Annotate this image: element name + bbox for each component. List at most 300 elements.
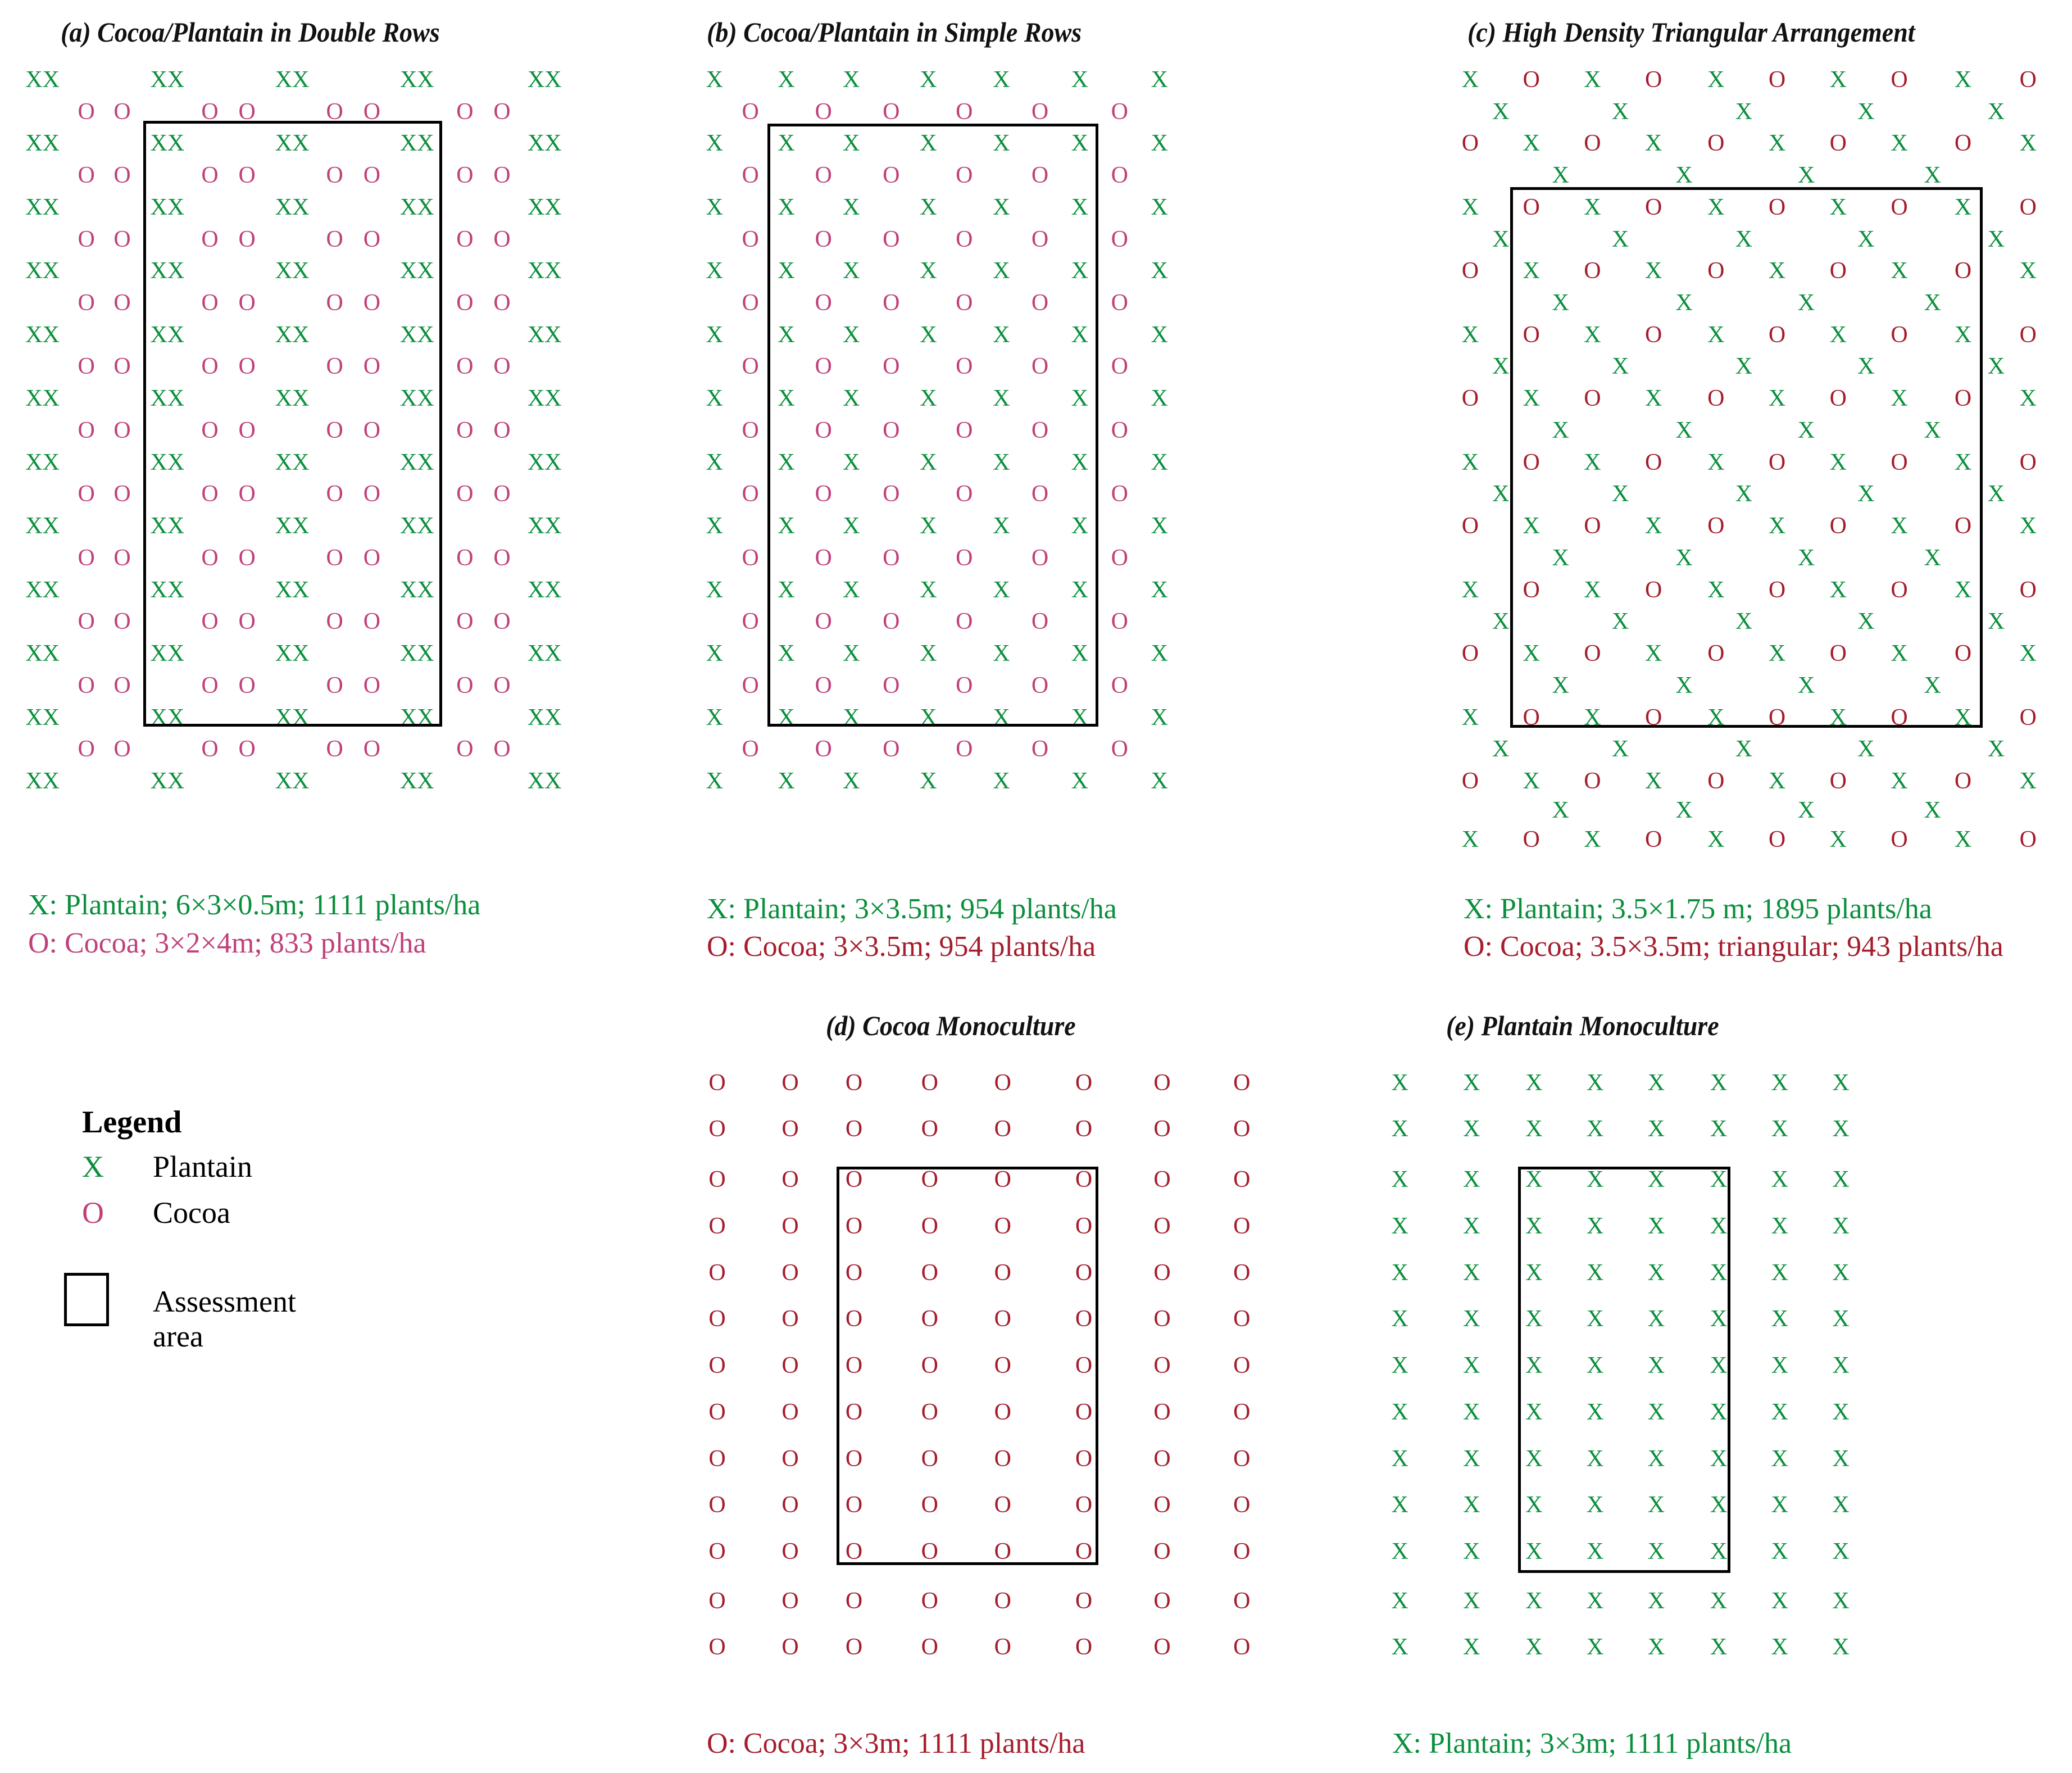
plantain-marker: X	[706, 704, 723, 731]
cocoa-marker: O	[2019, 194, 2037, 220]
plantain-marker: X	[778, 321, 795, 348]
plantain-marker: XX	[150, 130, 185, 157]
plantain-marker: X	[1611, 609, 1629, 635]
cocoa-marker: O	[201, 609, 219, 635]
cocoa-marker: O	[1768, 827, 1786, 853]
plantain-marker: X	[1463, 1116, 1480, 1142]
cocoa-marker: O	[781, 1353, 799, 1379]
cocoa-marker: O	[742, 289, 759, 316]
plantain-marker: XX	[399, 321, 434, 348]
plantain-marker: X	[993, 768, 1010, 795]
plantain-marker: X	[1611, 353, 1629, 380]
cocoa-marker: O	[1891, 449, 1908, 475]
panel-a-title: (a) Cocoa/Plantain in Double Rows	[61, 16, 440, 48]
cocoa-marker: O	[845, 1634, 863, 1661]
cocoa-marker: O	[113, 98, 131, 125]
cocoa-marker: O	[113, 417, 131, 443]
plantain-marker: X	[2019, 641, 2037, 667]
plantain-marker: XX	[527, 321, 562, 348]
plantain-marker: XX	[275, 194, 310, 220]
plantain-marker: X	[1611, 481, 1629, 507]
plantain-marker: XX	[399, 768, 434, 795]
plantain-marker: X	[1071, 641, 1089, 667]
cocoa-marker: O	[1461, 386, 1479, 412]
plantain-marker: X	[1954, 577, 1972, 603]
cocoa-marker: O	[363, 736, 381, 763]
cocoa-marker: O	[708, 1445, 726, 1472]
cocoa-marker: O	[201, 162, 219, 189]
plantain-marker: X	[1987, 481, 2005, 507]
cocoa-marker: O	[1461, 641, 1479, 667]
plantain-marker: X	[920, 449, 937, 475]
plantain-marker: X	[920, 513, 937, 539]
plantain-marker: X	[1675, 545, 1693, 571]
cocoa-marker: O	[1075, 1588, 1093, 1614]
plantain-marker: X	[1832, 1399, 1850, 1425]
plantain-marker: X	[706, 66, 723, 93]
plantain-marker: X	[1071, 66, 1089, 93]
cocoa-marker: O	[113, 353, 131, 380]
plantain-marker: X	[1771, 1259, 1788, 1286]
cocoa-marker: O	[78, 98, 95, 125]
plantain-marker: X	[1710, 1213, 1728, 1239]
assessment-area-box	[1510, 187, 1983, 731]
cocoa-marker: O	[708, 1353, 726, 1379]
plantain-marker: X	[1829, 449, 1847, 475]
cocoa-marker: O	[1645, 66, 1662, 93]
cocoa-marker: O	[78, 736, 95, 763]
plantain-marker: X	[1523, 258, 1540, 284]
plantain-marker: X	[1586, 1213, 1604, 1239]
plantain-marker: X	[1611, 226, 1629, 252]
cocoa-marker: O	[1461, 130, 1479, 157]
cocoa-marker: O	[1954, 386, 1972, 412]
plantain-marker: X	[920, 577, 937, 603]
plantain-marker: X	[920, 768, 937, 795]
cocoa-marker: O	[2019, 577, 2037, 603]
plantain-marker: X	[1954, 449, 1972, 475]
plantain-marker: X	[1525, 1116, 1543, 1142]
plantain-marker: X	[1645, 258, 1662, 284]
cocoa-marker: O	[883, 162, 900, 189]
cocoa-marker: O	[708, 1167, 726, 1193]
plantain-marker: X	[993, 704, 1010, 731]
cocoa-marker: O	[1031, 672, 1049, 699]
cocoa-marker: O	[493, 545, 511, 571]
cocoa-marker: O	[845, 1492, 863, 1518]
plantain-marker: X	[1525, 1306, 1543, 1332]
plantain-marker: X	[2019, 513, 2037, 539]
plantain-marker: X	[706, 641, 723, 667]
plantain-marker: XX	[275, 258, 310, 284]
plantain-marker: X	[1463, 1167, 1480, 1193]
plantain-marker: XX	[275, 768, 310, 795]
plantain-marker: X	[1675, 162, 1693, 189]
plantain-marker: X	[1832, 1116, 1850, 1142]
plantain-marker: X	[1151, 321, 1168, 348]
cocoa-marker: O	[956, 289, 973, 316]
cocoa-marker: O	[363, 98, 381, 125]
cocoa-marker: O	[201, 98, 219, 125]
cocoa-marker: O	[742, 672, 759, 699]
cocoa-marker: O	[493, 736, 511, 763]
cocoa-marker: O	[845, 1353, 863, 1379]
plantain-marker: X	[1924, 672, 1941, 699]
cocoa-marker: O	[113, 289, 131, 316]
cocoa-marker: O	[113, 545, 131, 571]
plantain-marker: XX	[25, 194, 60, 220]
plantain-marker: XX	[399, 258, 434, 284]
cocoa-marker: O	[921, 1116, 938, 1142]
plantain-marker: X	[1829, 827, 1847, 853]
cocoa-marker: O	[238, 672, 256, 699]
plantain-marker: X	[1832, 1588, 1850, 1614]
cocoa-marker: O	[1645, 704, 1662, 731]
cocoa-marker: O	[1233, 1259, 1251, 1286]
plantain-marker: X	[1797, 545, 1815, 571]
plantain-marker: X	[1891, 386, 1908, 412]
plantain-marker: XX	[399, 704, 434, 731]
panel-e-caption-plantain: X: Plantain; 3×3m; 1111 plants/ha	[1392, 1727, 1792, 1760]
plantain-marker: XX	[150, 577, 185, 603]
plantain-marker: X	[1710, 1259, 1728, 1286]
plantain-marker: X	[1463, 1588, 1480, 1614]
plantain-marker: X	[993, 194, 1010, 220]
cocoa-marker: O	[883, 417, 900, 443]
legend-label-plantain: Plantain	[153, 1150, 252, 1183]
plantain-marker: X	[1586, 1539, 1604, 1565]
cocoa-marker: O	[113, 609, 131, 635]
cocoa-marker: O	[1523, 66, 1540, 93]
plantain-marker: X	[1071, 386, 1089, 412]
plantain-marker: X	[1492, 736, 1510, 763]
plantain-marker: X	[1891, 258, 1908, 284]
cocoa-marker: O	[815, 609, 832, 635]
cocoa-marker: O	[201, 672, 219, 699]
cocoa-marker: O	[326, 417, 343, 443]
cocoa-marker: O	[781, 1116, 799, 1142]
plantain-marker: X	[706, 577, 723, 603]
plantain-marker: X	[1710, 1492, 1728, 1518]
cocoa-marker: O	[2019, 66, 2037, 93]
plantain-marker: X	[1924, 545, 1941, 571]
cocoa-marker: O	[493, 609, 511, 635]
cocoa-marker: O	[1031, 162, 1049, 189]
cocoa-marker: O	[845, 1588, 863, 1614]
plantain-marker: X	[1391, 1116, 1408, 1142]
plantain-marker: X	[1771, 1069, 1788, 1096]
cocoa-marker: O	[1075, 1116, 1093, 1142]
cocoa-marker: O	[708, 1259, 726, 1286]
cocoa-marker: O	[1707, 513, 1725, 539]
plantain-marker: X	[843, 386, 860, 412]
cocoa-marker: O	[1111, 417, 1129, 443]
plantain-marker: X	[1645, 513, 1662, 539]
cocoa-marker: O	[1111, 353, 1129, 380]
plantain-marker: X	[1710, 1399, 1728, 1425]
plantain-marker: X	[1857, 481, 1875, 507]
cocoa-marker: O	[845, 1116, 863, 1142]
cocoa-marker: O	[1645, 194, 1662, 220]
cocoa-marker: O	[1768, 577, 1786, 603]
cocoa-marker: O	[1153, 1116, 1171, 1142]
plantain-marker: X	[1071, 513, 1089, 539]
plantain-marker: X	[1525, 1353, 1543, 1379]
cocoa-marker: O	[1233, 1445, 1251, 1472]
plantain-marker: XX	[275, 577, 310, 603]
plantain-marker: XX	[150, 258, 185, 284]
plantain-marker: X	[1586, 1259, 1604, 1286]
cocoa-marker: O	[708, 1492, 726, 1518]
plantain-marker: X	[778, 258, 795, 284]
cocoa-marker: O	[1031, 353, 1049, 380]
plantain-marker: X	[1891, 130, 1908, 157]
cocoa-marker: O	[1031, 226, 1049, 252]
assessment-area-box	[767, 124, 1098, 731]
assessment-area-box	[143, 121, 442, 731]
cocoa-marker: O	[456, 98, 474, 125]
cocoa-marker: O	[456, 609, 474, 635]
cocoa-marker: O	[201, 545, 219, 571]
cocoa-marker: O	[1954, 768, 1972, 795]
cocoa-marker: O	[956, 672, 973, 699]
plantain-marker: X	[1710, 1069, 1728, 1096]
cocoa-marker: O	[326, 481, 343, 507]
cocoa-marker: O	[1111, 162, 1129, 189]
plantain-marker: XX	[25, 641, 60, 667]
plantain-marker: X	[1461, 827, 1479, 853]
plantain-marker: X	[1391, 1634, 1408, 1661]
cocoa-marker: O	[1233, 1492, 1251, 1518]
plantain-marker: XX	[399, 386, 434, 412]
plantain-marker: X	[1707, 66, 1725, 93]
plantain-marker: XX	[527, 704, 562, 731]
cocoa-marker: O	[363, 417, 381, 443]
plantain-marker: X	[1832, 1445, 1850, 1472]
cocoa-marker: O	[815, 226, 832, 252]
plantain-marker: X	[1586, 1399, 1604, 1425]
plantain-marker: X	[1647, 1069, 1665, 1096]
plantain-marker: X	[706, 258, 723, 284]
cocoa-marker: O	[113, 481, 131, 507]
cocoa-marker: O	[238, 481, 256, 507]
plantain-marker: X	[1151, 386, 1168, 412]
cocoa-marker: O	[2019, 827, 2037, 853]
cocoa-marker: O	[883, 353, 900, 380]
cocoa-marker: O	[1233, 1213, 1251, 1239]
plantain-marker: X	[1832, 1353, 1850, 1379]
plantain-marker: X	[1647, 1588, 1665, 1614]
cocoa-marker: O	[1523, 194, 1540, 220]
plantain-marker: X	[1523, 513, 1540, 539]
plantain-marker: X	[1735, 481, 1753, 507]
plantain-marker: X	[1525, 1069, 1543, 1096]
cocoa-marker: O	[326, 162, 343, 189]
cocoa-marker: O	[781, 1213, 799, 1239]
cocoa-marker: O	[994, 1116, 1011, 1142]
cocoa-marker: O	[956, 417, 973, 443]
plantain-marker: X	[1829, 66, 1847, 93]
plantain-marker: X	[1771, 1213, 1788, 1239]
plantain-marker: X	[1771, 1445, 1788, 1472]
cocoa-marker: O	[456, 353, 474, 380]
panel-d-title: (d) Cocoa Monoculture	[826, 1010, 1076, 1041]
plantain-marker: X	[1647, 1259, 1665, 1286]
plantain-marker: X	[843, 513, 860, 539]
legend-title: Legend	[82, 1105, 182, 1140]
cocoa-marker: O	[201, 481, 219, 507]
plantain-marker: XX	[527, 386, 562, 412]
cocoa-marker: O	[1075, 1353, 1093, 1379]
cocoa-o-icon: O	[82, 1196, 104, 1230]
plantain-marker: X	[1829, 577, 1847, 603]
plantain-marker: X	[1710, 1445, 1728, 1472]
plantain-marker: X	[1461, 449, 1479, 475]
plantain-marker: X	[1552, 289, 1569, 316]
cocoa-marker: O	[78, 162, 95, 189]
cocoa-marker: O	[113, 226, 131, 252]
plantain-marker: X	[1586, 1167, 1604, 1193]
plantain-marker: X	[843, 641, 860, 667]
cocoa-marker: O	[201, 353, 219, 380]
cocoa-marker: O	[883, 226, 900, 252]
plantain-marker: X	[1151, 194, 1168, 220]
plantain-marker: X	[1707, 321, 1725, 348]
cocoa-marker: O	[1707, 258, 1725, 284]
cocoa-marker: O	[994, 1399, 1011, 1425]
plantain-marker: X	[706, 321, 723, 348]
plantain-marker: X	[1151, 66, 1168, 93]
plantain-marker: X	[1647, 1353, 1665, 1379]
plantain-marker: XX	[25, 386, 60, 412]
plantain-marker: X	[843, 768, 860, 795]
plantain-marker: X	[1954, 66, 1972, 93]
cocoa-marker: O	[815, 353, 832, 380]
cocoa-marker: O	[238, 609, 256, 635]
plantain-marker: X	[1647, 1634, 1665, 1661]
plantain-marker: X	[1071, 258, 1089, 284]
cocoa-marker: O	[1645, 321, 1662, 348]
plantain-marker: X	[1463, 1069, 1480, 1096]
cocoa-marker: O	[994, 1445, 1011, 1472]
cocoa-marker: O	[363, 289, 381, 316]
cocoa-marker: O	[1461, 513, 1479, 539]
plantain-marker: X	[1584, 321, 1601, 348]
plantain-marker: X	[1151, 130, 1168, 157]
cocoa-marker: O	[921, 1167, 938, 1193]
plantain-marker: X	[993, 641, 1010, 667]
cocoa-marker: O	[363, 609, 381, 635]
plantain-marker: X	[1710, 1167, 1728, 1193]
cocoa-marker: O	[1031, 417, 1049, 443]
plantain-marker: XX	[527, 258, 562, 284]
cocoa-marker: O	[845, 1167, 863, 1193]
plantain-marker: X	[1768, 130, 1786, 157]
plantain-marker: XX	[275, 513, 310, 539]
cocoa-marker: O	[1768, 449, 1786, 475]
plantain-marker: X	[1771, 1353, 1788, 1379]
cocoa-marker: O	[708, 1539, 726, 1565]
cocoa-marker: O	[1768, 194, 1786, 220]
plantain-marker: X	[1797, 672, 1815, 699]
cocoa-marker: O	[815, 736, 832, 763]
plantain-marker: X	[1071, 194, 1089, 220]
plantain-marker: X	[993, 321, 1010, 348]
plantain-marker: X	[1735, 226, 1753, 252]
cocoa-marker: O	[113, 672, 131, 699]
plantain-marker: X	[1151, 577, 1168, 603]
cocoa-marker: O	[78, 226, 95, 252]
plantain-marker: XX	[527, 130, 562, 157]
plantain-marker: X	[1771, 1634, 1788, 1661]
cocoa-marker: O	[1954, 130, 1972, 157]
cocoa-marker: O	[883, 545, 900, 571]
plantain-marker: X	[1647, 1445, 1665, 1472]
cocoa-marker: O	[994, 1069, 1011, 1096]
plantain-marker: X	[1707, 827, 1725, 853]
plantain-marker: X	[1675, 672, 1693, 699]
cocoa-marker: O	[238, 417, 256, 443]
plantain-marker: X	[1924, 162, 1941, 189]
cocoa-marker: O	[921, 1353, 938, 1379]
plantain-marker: X	[1771, 1116, 1788, 1142]
cocoa-marker: O	[1031, 545, 1049, 571]
plantain-marker: X	[1771, 1539, 1788, 1565]
cocoa-marker: O	[956, 162, 973, 189]
plantain-marker: XX	[399, 449, 434, 475]
panel-a-caption-plantain: X: Plantain; 6×3×0.5m; 1111 plants/ha	[28, 889, 481, 921]
cocoa-marker: O	[742, 545, 759, 571]
plantain-marker: X	[1647, 1167, 1665, 1193]
plantain-marker: X	[1954, 321, 1972, 348]
cocoa-marker: O	[1523, 577, 1540, 603]
cocoa-marker: O	[363, 162, 381, 189]
cocoa-marker: O	[845, 1539, 863, 1565]
plantain-marker: X	[1857, 353, 1875, 380]
cocoa-marker: O	[708, 1399, 726, 1425]
panel-b-caption-cocoa: O: Cocoa; 3×3.5m; 954 plants/ha	[707, 931, 1096, 963]
cocoa-marker: O	[845, 1213, 863, 1239]
legend	[62, 1104, 455, 1353]
cocoa-marker: O	[2019, 704, 2037, 731]
plantain-marker: X	[1771, 1588, 1788, 1614]
cocoa-marker: O	[1891, 577, 1908, 603]
cocoa-marker: O	[845, 1445, 863, 1472]
cocoa-marker: O	[1829, 386, 1847, 412]
cocoa-marker: O	[1891, 827, 1908, 853]
cocoa-marker: O	[1584, 768, 1601, 795]
cocoa-marker: O	[238, 98, 256, 125]
cocoa-marker: O	[1111, 545, 1129, 571]
cocoa-marker: O	[1829, 130, 1847, 157]
plantain-marker: X	[1675, 289, 1693, 316]
cocoa-marker: O	[493, 226, 511, 252]
plantain-marker: X	[1525, 1588, 1543, 1614]
cocoa-marker: O	[781, 1306, 799, 1332]
plantain-marker: X	[920, 321, 937, 348]
plantain-marker: X	[1151, 449, 1168, 475]
plantain-marker: X	[1151, 641, 1168, 667]
plantain-marker: X	[1768, 641, 1786, 667]
cocoa-marker: O	[1031, 289, 1049, 316]
plantain-marker: X	[1987, 226, 2005, 252]
plantain-marker: XX	[527, 768, 562, 795]
cocoa-marker: O	[781, 1539, 799, 1565]
plantain-marker: X	[1707, 449, 1725, 475]
plantain-marker: X	[1463, 1213, 1480, 1239]
plantain-marker: X	[778, 704, 795, 731]
cocoa-marker: O	[994, 1259, 1011, 1286]
